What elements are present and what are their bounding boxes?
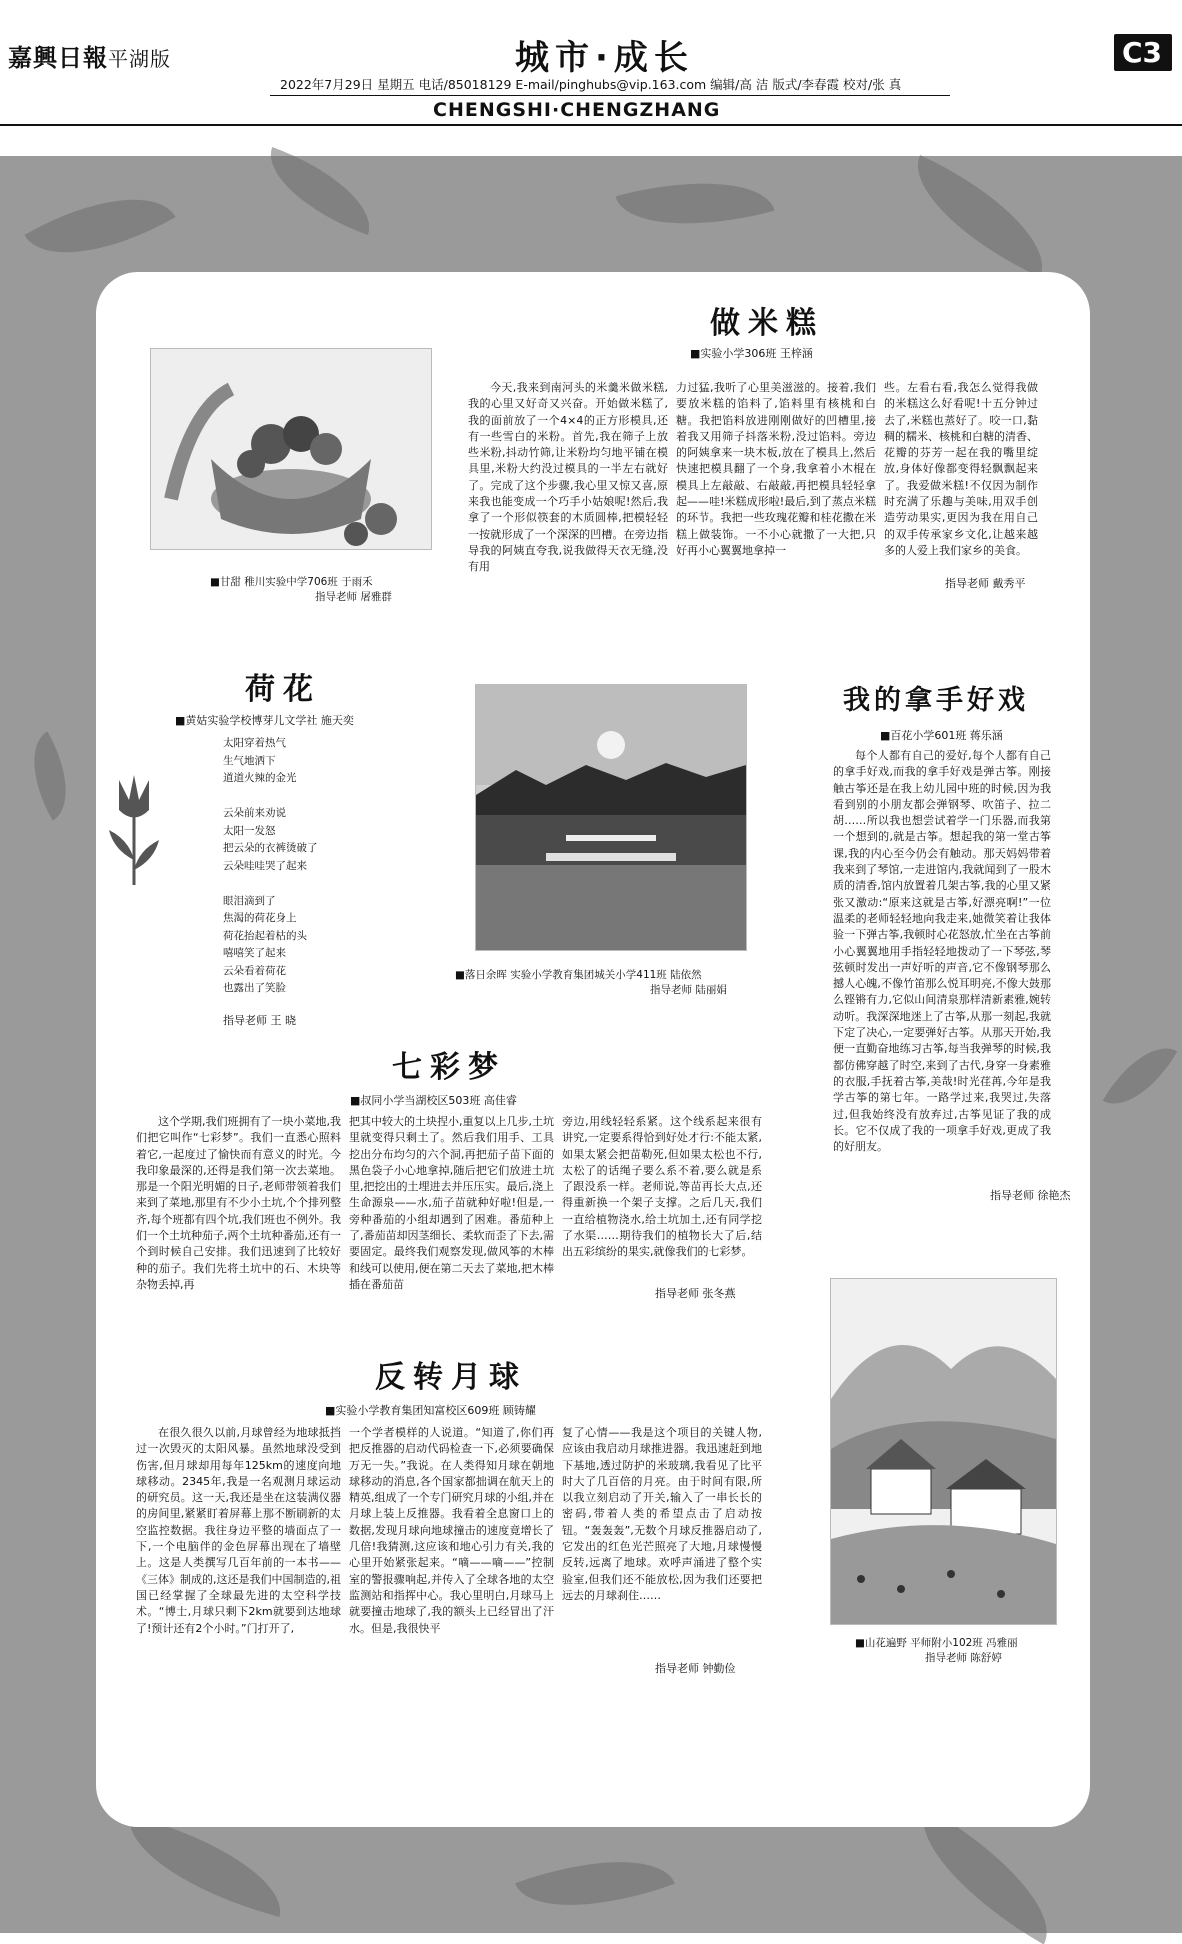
article-column: 一个学者模样的人说道。“知道了,你们再把反推器的启动代码检查一下,必须要确保万无一失。”我说。在人类得知月球在朝地球移动的消息,各个国家都拙调在航天上的精英,组成了一个专门研究月球的小组,并在月球上装上反推器。我看着全息窗口上的数据,发现月球向地球撞击的速度竟增长了几倍!我猜测,这应该和地心引力有关,我的心里开始紧张起来。“嘀——嘀——”控制室的警报骤响起,并传入了全球各地的太空监测站和指挥中心。我心里明白,月球马上就要撞击地球了,我的额头上已经冒出了汗水。但是,我很快平 [349,1426,554,1635]
teacher-credit: 指导老师 钟勤俭 [655,1662,736,1675]
divider [0,124,1182,126]
article-column: 旁边,用线轻轻系紧。这个线系起来很有讲究,一定要系得恰到好处才行:不能太紧,如果太紧会把苗勒死,但如果太松也不行,太松了的话绳子要么系不着,要么就是系了跟没系一样。老师说,等苗再长大点,还得重新换一个架子支撑。之后几天,我们一直给植物浇水,给土坑加土,还有同学挖了水渠……期待我们的植物长大了后,结出五彩缤纷的果实,就像我们的七彩梦。 [562,1115,762,1259]
article-title: 做米糕 [710,306,824,341]
leaf-decoration [896,1808,1073,1944]
picture-caption: 指导老师 陈舒婷 [925,1652,1002,1664]
picture-caption: 指导老师 屠雅群 [315,591,392,603]
picture-caption: 指导老师 陆丽娟 [650,984,727,996]
section-title: 城市·成长 [515,38,694,78]
leaf-decoration [615,158,774,250]
dateline: 2022年7月29日 星期五 电话/85018129 E-mail/pinghubs@vip.163.com 编辑/高 洁 版式/李春霞 校对/张 真 [280,77,902,92]
edition-label: 平湖版 [108,47,171,71]
article-column: 这个学期,我们班拥有了一块小菜地,我们把它叫作“七彩梦”。我们一直悉心照料着它,一起度过了愉快而有意义的时光。今我印象最深的,还得是我们第一次去菜地。那是一个阳光明媚的日子,老师带领着我们来到了菜地,那里有不少小土坑,个个排列整齐,每个班都有四个坑,我们班也不例外。我们一个土坑种茄子,两个土坑种番茄,还有一个到时候自己安排。我们迅速到了比较好种的茄子。我们先将土坑中的石、木块等杂物丢掉,再 [136,1115,341,1291]
picture-caption: ■甘甜 稚川实验中学706班 于雨禾 [210,576,373,588]
teacher-credit: 指导老师 戴秀平 [945,577,1026,590]
article-byline: ■黄姑实验学校博芽儿文学社 施天奕 [175,714,354,727]
article-column: 今天,我来到南河头的米羹米做米糕,我的心里又好奇又兴奋。开始做米糕了,我的面前放了一个4×4的正方形模具,还有一些雪白的米粉。首先,我在筛子上放些米粉,抖动竹筛,让米粉均匀地平铺在模具里,米粉大约没过模具的一半左右就好了。完成了这个步骤,我心里又惊又喜,原来我也能变成一个巧手小姑娘呢!然后,我拿了一个形似筷套的木质圆棒,把模轻轻一按就形成了一个深深的凹槽。在旁边指导我的阿姨直夸我,说我做得天衣无缝,没有用 [468,381,668,574]
article-byline: ■叔同小学当湖校区503班 高佳睿 [350,1094,517,1107]
fruit-basket-illustration [151,349,431,549]
leaf-decoration [13,731,88,820]
leaf-decoration [255,147,385,235]
divider [270,95,950,96]
article-byline: ■实验小学306班 王梓涵 [690,347,813,360]
painting-sunset [475,684,747,951]
article-column: 复了心情——我是这个项目的关键人物,应该由我启动月球推进器。我迅速赶到地下基地,透过防护的米玻璃,我看见了比平时大了几百倍的月亮。由于时间有限,所以我立刻启动了开关,输入了一串长长的密码,带着人类的希望点击了启动按钮。“轰轰轰”,无数个月球反推器启动了,它发出的红色光芒照亮了大地,月球慢慢反转,远离了地球。欢呼声涌进了整个实验室,但我们还不能放松,因为我们还要把远去的月球刹住…… [562,1426,762,1602]
picture-caption: ■山花遍野 平师附小102班 冯雅丽 [855,1637,1018,1649]
painting-mountain-village [830,1278,1057,1625]
page-number: C3 [1114,34,1172,71]
section-pinyin: CHENGSHI·CHENGZHANG [433,99,721,121]
sunset-illustration [476,685,746,950]
teacher-credit: 指导老师 张冬燕 [655,1287,736,1300]
article-byline: ■百花小学601班 蒋乐涵 [880,729,1003,742]
painting-fruit-basket [150,348,432,550]
mountain-village-illustration [831,1279,1056,1624]
leaf-decoration [895,155,1065,277]
article-title: 反转月球 [375,1360,527,1395]
picture-caption: ■落日余晖 实验小学教育集团城关小学411班 陆依然 [455,969,702,981]
teacher-credit: 指导老师 王 晓 [223,1014,296,1027]
article-column: 在很久很久以前,月球曾经为地球抵挡过一次毁灭的太阳风暴。虽然地球没受到伤害,但月球却用每年125km的速度向地球移动。2345年,我是一名观测月球运动的研究员。这一天,我还是坐在这装满仪器的房间里,紧紧盯着屏幕上那不断刷新的太空监控数据。我往身边平整的墙面点了一下,一个电脑伴的金色屏幕出现在了墙壁上。这是人类撰写几百年前的一本书——《三体》制成的,这还是我们中国制造的,祖国已经掌握了全球最先进的太空科学技术。“博士,月球只剩下2km就要到达地球了!预计还有2个小时。”门打开了, [136,1426,341,1635]
article-column: 把其中较大的土块捏小,重复以上几步,土坑里就变得只剩土了。然后我们用手、工具挖出分布均匀的六个洞,再把茄子苗下面的黑色袋子小心地拿掉,随后把它们放进土坑里,把挖出的土埋进去并压压实。最后,浇上生命源泉——水,茄子苗就种好啦!但是,一旁种番茄的小组却遇到了困难。番茄种上了,番茄苗却因茎细长、柔软而歪了下去,需要固定。最终我们观察发现,做风筝的木棒和线可以使用,便在第二天去了菜地,把木棒插在番茄苗 [349,1115,554,1291]
article-title: 七彩梦 [392,1050,506,1085]
leaf-decoration [24,165,175,287]
teacher-credit: 指导老师 徐艳杰 [990,1189,1071,1202]
article-title: 荷花 [245,672,321,707]
tulip-decoration [104,770,164,890]
leaf-decoration [1103,1031,1178,1120]
article-byline: ■实验小学教育集团知富校区609班 顾铸耀 [325,1404,536,1417]
article-column: 每个人都有自己的爱好,每个人都有自己的拿手好戏,而我的拿手好戏是弹古筝。刚接触古筝还是在我上幼儿园中班的时候,因为我看到别的小朋友都会弹钢琴、吹笛子、拉二胡……所以我也想尝试着学一门乐器,而我第一个想到的,就是古筝。想起我的第一堂古筝课,我的内心至今仍会有触动。那天妈妈带着我来到了琴馆,一走进馆内,我就闻到了一股木质的清香,馆内放置着几架古筝,我的心里又紧张又激动:“原来这就是古筝,好漂亮啊!”一位温柔的老师轻轻地向我走来,她微笑着让我体验一下弹古筝,我顿时心花怒放,忙坐在古筝前小心翼翼地用手指轻轻地拨动了一下琴弦,琴弦顿时发出一声好听的声音,它不像钢琴那么撼人心魄,不像竹笛那么悦耳明亮,不像大鼓那么铿锵有力,它似山间清泉那样清新素雅,婉转动听。我深深地迷上了古筝,从那一刻起,我就下定了决心,一定要弹好古筝。从那天开始,我便一直勤奋地练习古筝,每当我弹琴的时候,我都仿佛穿越了时空,来到了古代,身穿一身素雅的衣服,手抚着古筝,美哉!时光荏苒,今年是我学古筝的第七年。一路学过来,我哭过,失落过,但我始终没有放弃过,古筝见证了我的成长。它不仅成了我的一项拿手好戏,更成了我的好朋友。 [833,749,1051,1154]
leaf-decoration [115,1815,295,1917]
leaf-decoration [515,1832,675,1935]
article-title: 我的拿手好戏 [843,685,1029,716]
poem-text: 太阳穿着热气 生气地洒下 道道火辣的金光 云朵前来劝说 太阳一发怒 把云朵的衣裤烫破了 云朵哇哇哭了起来 眼泪滴到了 焦渴的荷花身上 荷花抬起着枯的头 嘻嘻笑了起来 云朵看着荷花 也露出了笑脸 [223,737,318,994]
newspaper-logo: 嘉興日報平湖版 [8,43,171,72]
article-column: 力过猛,我听了心里美滋滋的。接着,我们要放米糕的馅料了,馅料里有核桃和白糖。我把馅料放进刚刚做好的凹槽里,接着我又用筛子抖落米粉,没过馅料。旁边的阿姨拿来一块木板,放在了模具上,然后快速把模具翻了一个身,我拿着小木棍在模具上左敲敲、右敲敲,再把模具轻轻拿起——哇!米糕成形啦!最后,到了蒸点米糕的环节。我把一些玫瑰花瓣和桂花撒在米糕上做装饰。一不小心就撒了一大把,只好再小心翼翼地拿掉一 [676,381,876,557]
article-column: 些。左看右看,我怎么觉得我做的米糕这么好看呢!十五分钟过去了,米糕也蒸好了。咬一口,黏稠的糯米、核桃和白糖的清香、花瓣的芬芳一起在我的嘴里绽放,身体好像都变得轻飘飘起来了。我爱做米糕!不仅因为制作时充满了乐趣与美味,用双手创造劳动果实,更因为我在用自己的双手传承家乡文化,让越来越多的人爱上我们家乡的美食。 [884,381,1038,557]
